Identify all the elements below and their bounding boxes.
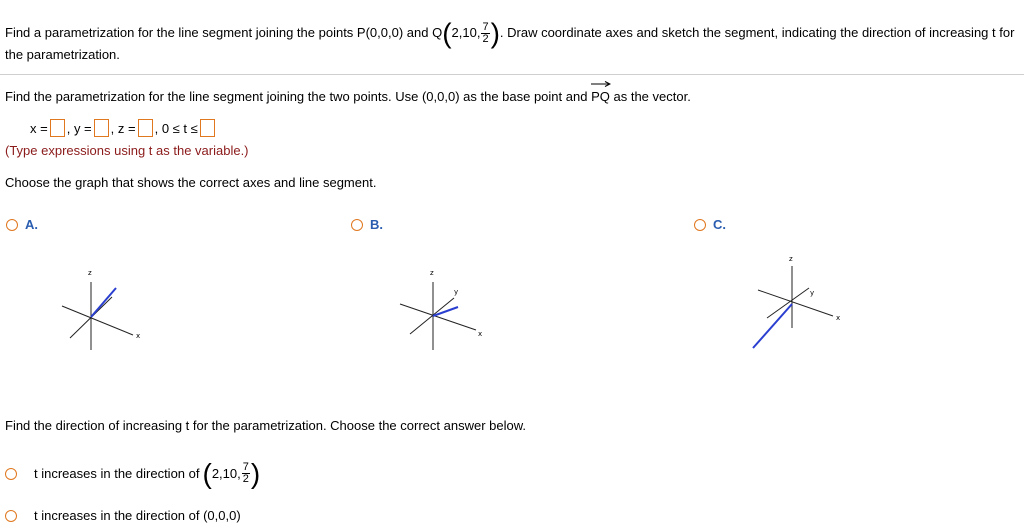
answer-1-radio[interactable] <box>5 468 17 480</box>
answer-1-coord: 2,10, <box>211 466 241 481</box>
graph-b-x-axis <box>400 304 476 330</box>
direction-prompt: Find the direction of increasing t for the parametrization. Choose the correct answer below. <box>5 418 526 433</box>
question-part2: . Draw coordinate axes and sketch the segment, indicating the direction of increasing t for the parametrization. <box>5 24 1015 62</box>
graph-b-x-label: x <box>478 330 483 338</box>
question-text <box>5 17 1015 65</box>
option-b-label: B. <box>370 217 383 232</box>
subquestion-before: Find the parametrization for the line segment joining the two points. Use (0,0,0) as the base point and <box>5 89 588 104</box>
inputs-row <box>30 119 217 137</box>
graph-c-x-label: x <box>836 314 841 322</box>
answer-option-1[interactable] <box>5 457 261 489</box>
x-input[interactable] <box>50 119 65 137</box>
q-frac-den: 2 <box>482 33 489 45</box>
z-input[interactable] <box>138 119 153 137</box>
y-input[interactable] <box>94 119 109 137</box>
graph-a-segment <box>91 288 116 317</box>
graph-b-z-label: z <box>430 269 434 277</box>
t-range-label: , 0 ≤ t ≤ <box>154 120 198 136</box>
option-a-label: A. <box>25 217 38 232</box>
vector-arrow-icon <box>591 81 611 87</box>
graph-b[interactable] <box>392 262 492 357</box>
option-a-radio[interactable] <box>6 219 18 231</box>
divider <box>0 74 1024 75</box>
q-coord-prefix: 2,10, <box>451 24 481 40</box>
answer-2-text: t increases in the direction of (0,0,0) <box>34 508 241 523</box>
vector-label: PQ <box>591 89 610 104</box>
answer-1-num: 7 <box>242 461 249 473</box>
graph-a-x-label: x <box>136 332 141 340</box>
question-part1: Find a parametrization for the line segment joining the points P(0,0,0) and Q <box>5 24 443 40</box>
answer-option-2[interactable] <box>5 508 241 523</box>
answer-1-fraction <box>242 462 250 485</box>
graph-c-segment <box>753 304 792 348</box>
graph-c-z-label: z <box>789 255 793 263</box>
paren-left: ( <box>442 17 452 49</box>
graph-c-y-label: y <box>810 289 815 297</box>
q-fraction <box>481 22 489 45</box>
answer-1-paren-right: ) <box>250 457 261 489</box>
graph-c-x-axis <box>758 290 833 316</box>
option-b-radio[interactable] <box>351 219 363 231</box>
graph-c-y-axis <box>767 288 809 318</box>
hint-text: (Type expressions using t as the variable.) <box>5 143 249 158</box>
graph-b-y-axis <box>410 298 454 334</box>
graph-a[interactable] <box>50 262 150 357</box>
t-upper-input[interactable] <box>200 119 215 137</box>
option-c-radio[interactable] <box>694 219 706 231</box>
x-label: x = <box>30 120 48 136</box>
answer-1-text: t increases in the direction of <box>34 466 200 481</box>
vector-pq <box>591 89 610 104</box>
answer-2-radio[interactable] <box>5 510 17 522</box>
graph-a-z-label: z <box>88 269 92 277</box>
option-c[interactable] <box>694 217 726 232</box>
q-frac-num: 7 <box>482 21 489 33</box>
subquestion-after: as the vector. <box>613 89 691 104</box>
z-label: , z = <box>110 120 136 136</box>
answer-1-paren-left: ( <box>202 457 212 489</box>
paren-right: ) <box>490 17 500 49</box>
option-c-label: C. <box>713 217 726 232</box>
graph-b-y-label: y <box>454 288 459 296</box>
graph-prompt: Choose the graph that shows the correct axes and line segment. <box>5 175 377 190</box>
y-label: , y = <box>66 120 92 136</box>
option-a[interactable] <box>6 217 38 232</box>
graph-c[interactable] <box>745 250 850 355</box>
answer-1-den: 2 <box>242 473 249 485</box>
subquestion-text <box>5 89 691 104</box>
option-b[interactable] <box>351 217 383 232</box>
